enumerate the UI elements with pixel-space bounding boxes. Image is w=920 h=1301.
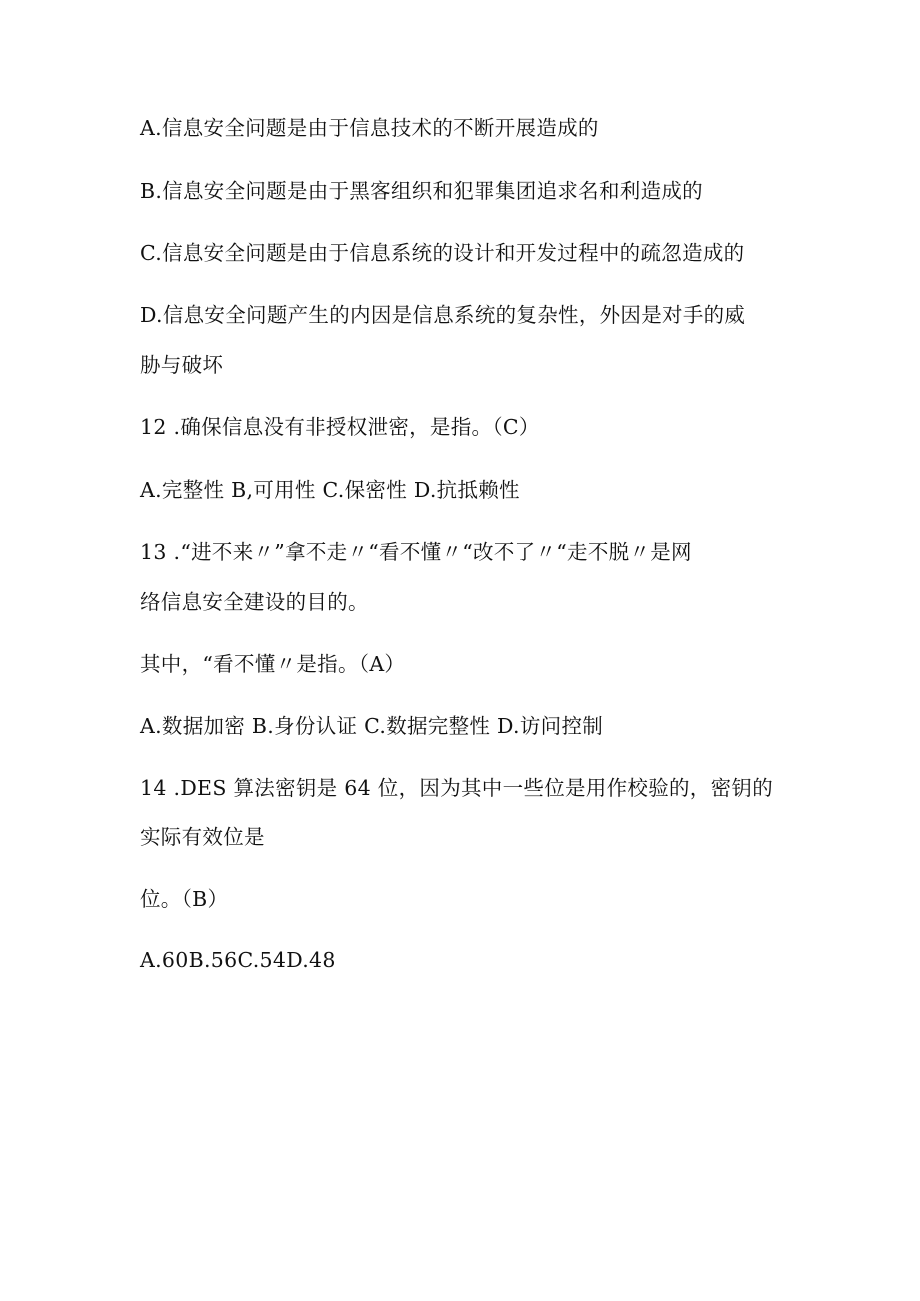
- option-c-q11: C.信息安全问题是由于信息系统的设计和开发过程中的疏忽造成的: [140, 241, 745, 265]
- question-14-continued: 实际有效位是: [140, 825, 265, 849]
- option-b-q11: B.信息安全问题是由于黑客组织和犯罪集团追求名和利造成的: [140, 179, 703, 203]
- question-13-sub: 其中，“看不懂〃是指。（A）: [140, 652, 406, 676]
- question-13: 13 .“进不来〃”拿不走〃“看不懂〃“改不了〃“走不脱〃是网: [140, 540, 692, 564]
- options-q13: A.数据加密 B.身份认证 C.数据完整性 D.访问控制: [140, 714, 604, 738]
- question-14-answer: 位。（B）: [140, 887, 229, 911]
- option-d-q11: D.信息安全问题产生的内因是信息系统的复杂性，外因是对手的威: [140, 303, 746, 327]
- question-12: 12 .确保信息没有非授权泄密，是指。（C）: [140, 415, 540, 439]
- option-a-q11: A.信息安全问题是由于信息技术的不断开展造成的: [140, 116, 599, 140]
- option-d-q11-continued: 胁与破坏: [140, 353, 224, 377]
- options-q14: A.60B.56C.54D.48: [140, 948, 336, 972]
- question-14: 14 .DES 算法密钥是 64 位，因为其中一些位是用作校验的，密钥的: [140, 776, 773, 800]
- options-q12: A.完整性 B,可用性 C.保密性 D.抗抵赖性: [140, 478, 520, 502]
- question-13-continued: 络信息安全建设的目的。: [140, 590, 369, 614]
